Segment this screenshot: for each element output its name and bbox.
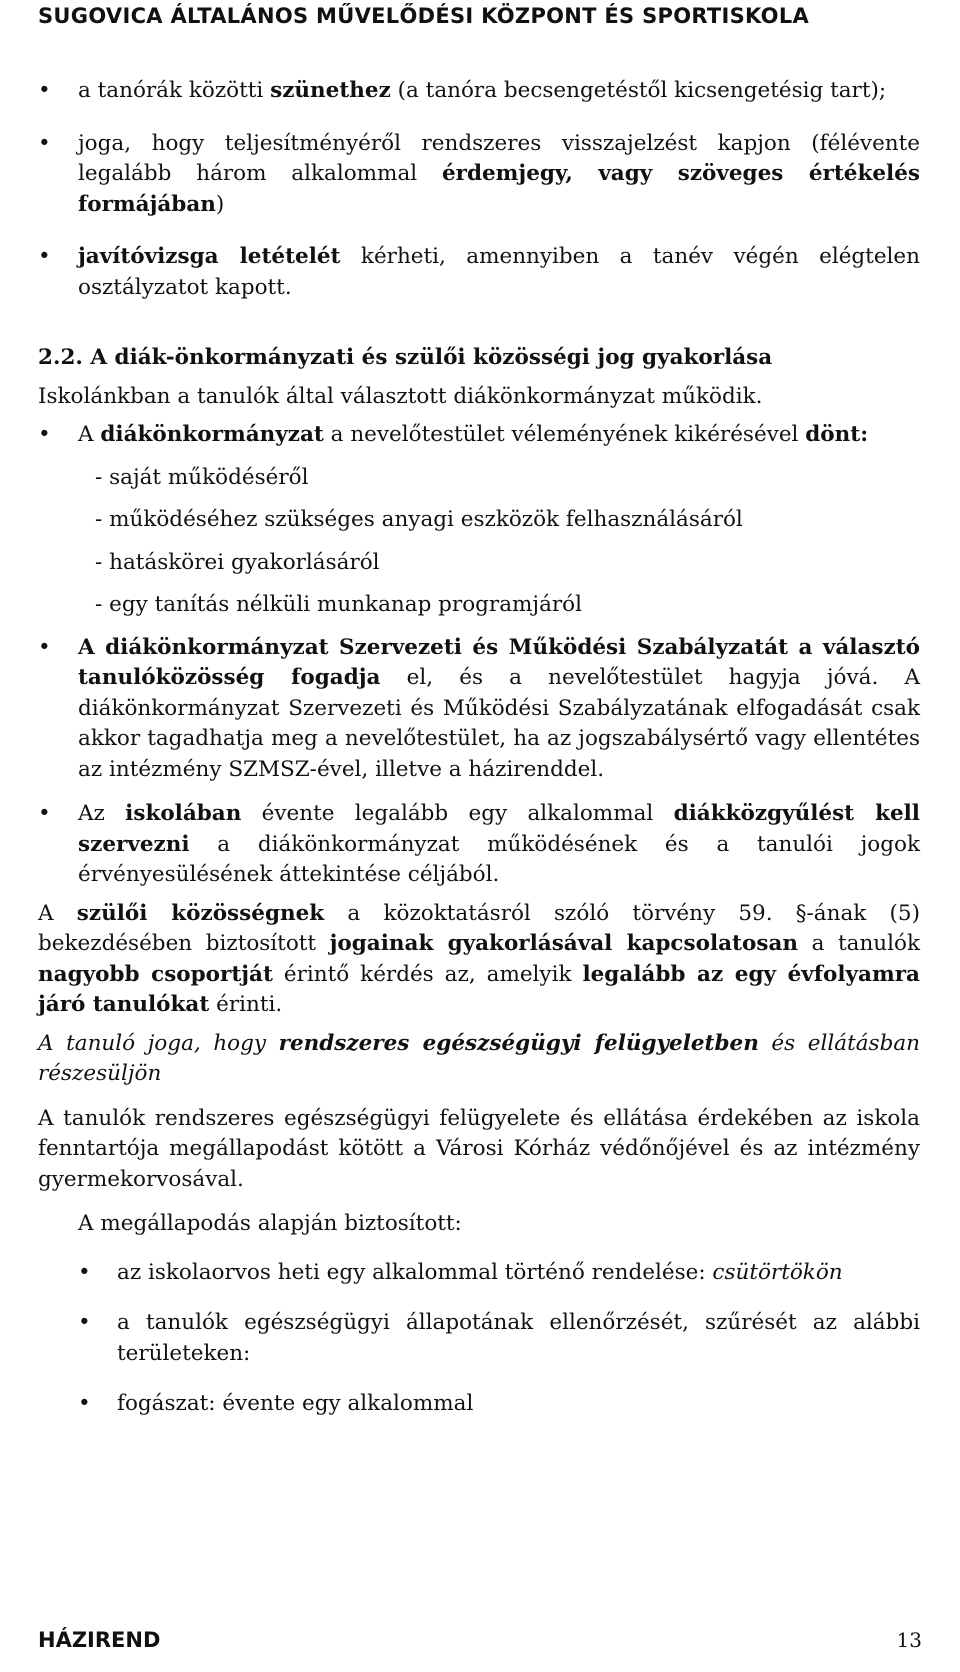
- list-item: • A diákönkormányzat a nevelőtestület véleményének kikérésével dönt:: [38, 420, 920, 451]
- list-item: • az iskolaorvos heti egy alkalommal történő rendelése: csütörtökön: [38, 1258, 920, 1289]
- dash-item: - saját működéséről: [95, 464, 309, 490]
- section-intro: Iskolánkban a tanulók által választott diákönkormányzat működik.: [38, 383, 763, 409]
- page-number: 13: [896, 1628, 922, 1652]
- italic-paragraph: A tanuló joga, hogy rendszeres egészségügyi felügyeletben és ellátásban részesüljön: [38, 1030, 921, 1086]
- section-heading: 2.2. A diák-önkormányzati és szülői közösségi jog gyakorlása: [38, 345, 773, 370]
- list-item: • a tanulók egészségügyi állapotának ellenőrzését, szűrését az alábbi területeken:: [38, 1308, 920, 1369]
- health-paragraph: A tanulók rendszeres egészségügyi felügyelete és ellátása érdekében az iskola fenntartója megállapodást kötött a Városi Kórház védőnőjével és az intézmény gyermekorvosával.: [38, 1105, 920, 1192]
- list-item: • a tanórák közötti szünethez (a tanóra becsengetéstől kicsengetésig tart);: [38, 76, 920, 107]
- page-footer: [38, 1628, 922, 1652]
- list-item: • A diákönkormányzat Szervezeti és Működési Szabályzatát a választó tanulóközösség fogadja el, és a nevelőtestület hagyja jóvá. A diákönkormányzat Szervezeti és Működési Szabályzatának elfogadását csak akkor tagadhatja meg a nevelőtestület, ha az jogszabálysértő vagy ellentétes az intézmény SZMSZ-ével, illetve a házirenddel.: [38, 633, 920, 786]
- list-item: • javítóvizsga letételét kérheti, amennyiben a tanév végén elégtelen osztályzatot kapott.: [38, 242, 920, 303]
- paragraph-szuloi: A szülői közösségnek a közoktatásról szóló törvény 59. §-ának (5) bekezdésében biztosított jogainak gyakorlásával kapcsolatosan a tanulók nagyobb csoportját érintő kérdés az, amelyik legalább az egy évfolyamra járó tanulókat érinti.: [38, 900, 920, 1017]
- dash-item: - egy tanítás nélküli munkanap programjáról: [95, 592, 582, 617]
- dash-item: - hatáskörei gyakorlásáról: [95, 549, 380, 575]
- agreement-intro: A megállapodás alapján biztosított:: [78, 1211, 462, 1236]
- footer-title: HÁZIREND: [38, 1628, 161, 1652]
- page-header: SUGOVICA ÁLTALÁNOS MŰVELŐDÉSI KÖZPONT ÉS SPORTISKOLA: [38, 4, 810, 28]
- list-item: • joga, hogy teljesítményéről rendszeres visszajelzést kapjon (félévente legalább három alkalommal érdemjegy, vagy szöveges értékelés formájában): [38, 129, 920, 221]
- document-body: [38, 76, 920, 1420]
- dash-item: - működéséhez szükséges anyagi eszközök felhasználásáról: [95, 507, 743, 532]
- list-item: • Az iskolában évente legalább egy alkalommal diákközgyűlést kell szervezni a diákönkormányzat működésének és a tanulói jogok érvényesülésének áttekintése céljából.: [38, 799, 920, 891]
- list-item: • fogászat: évente egy alkalommal: [38, 1389, 920, 1420]
